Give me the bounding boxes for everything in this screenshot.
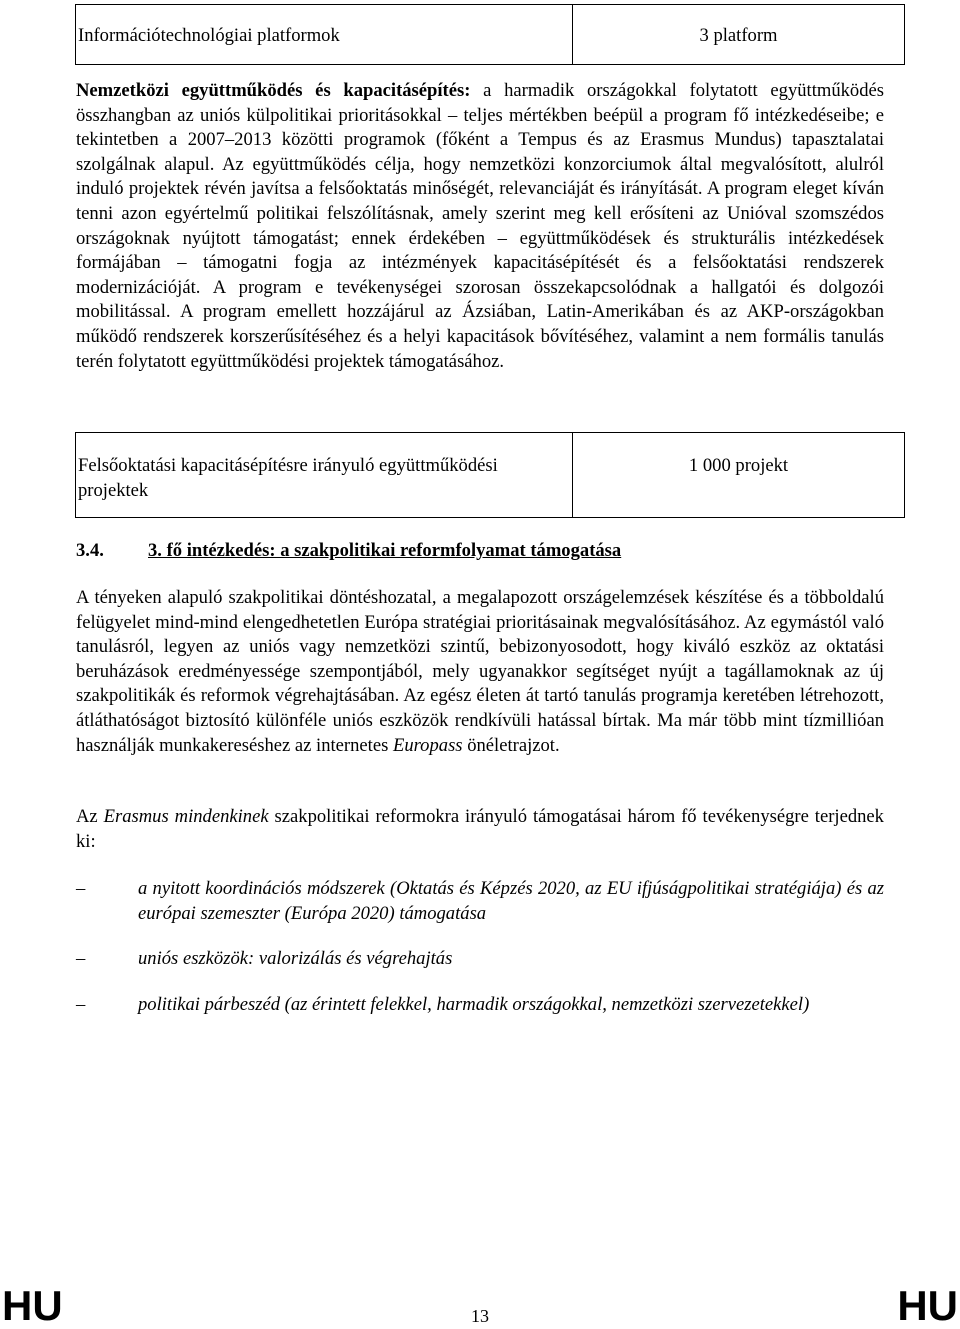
table-cell-value: 3 platform [699,25,778,47]
platform-table-row [75,4,905,65]
italic-term: Erasmus mindenkinek [103,806,269,827]
footer-language-right: HU [897,1282,958,1329]
paragraph-text: A tényeken alapuló szakpolitikai döntéshozatal, a megalapozott országelemzések készítése és a többoldalú felügyelet mind-mind elengedhetetlen Európa stratégiai prioritásainak megvalósításához. Az egymástól való tanulásról, legyen az uniós vagy nemzetközi szintű, bebizonyosodott, hogy kiváló eszköz az oktatási beruházások eredményessége szempontjából, mely ugyanakkor segítséget nyújt a tagállamoknak az új szakpolitikák és reformok végrehajtásában. Az egész életen át tartó tanulás programja keretében létrehozott, átláthatóságot biztosító különféle uniós eszközök rendkívüli hatással bírtak. Ma már több mint tízmillióan használják munkakereséshez az internetes [76,587,884,756]
section-number: 3.4. [76,540,104,561]
paragraph-policy-support [76,586,884,758]
page-number: 13 [471,1306,489,1326]
section-heading [76,539,884,564]
paragraph-text-end: szakpolitikai reformokra irányuló támogatásai három fő tevékenységre terjednek ki: [76,806,884,852]
list-item-text: politikai párbeszéd (az érintett felekkel, harmadik országokkal, nemzetközi szervezetekkel) [138,994,810,1015]
footer-language-left: HU [2,1282,63,1329]
table-cell-value: 1 000 projekt [688,455,789,476]
italic-term: Europass [392,734,463,756]
dash-bullet: – [76,878,86,899]
paragraph-text: a harmadik országokkal folytatott együttműködés összhangban az uniós külpolitikai prioritásokkal – teljes mértékben beépül a program fő intézkedéseibe; e tekintetben a 2007–2013 közötti programok (főként a Tempus és az Erasmus Mundus) tapasztalatai szolgálnak alapul. Az együttműködés célja, hogy nemzetközi konzorciumok által megvalósított, alulról induló projektek révén javítsa a felsőoktatás minőségét, relevanciáját és irányítását. A program eleget kíván tenni azon egyértelmű politikai felszólításnak, amely szerint meg kell erősíteni az Unióval szomszédos országoknak nyújtott támogatást; ennek érdekében – együttműködések és strukturális intézkedések formájában – támogatni fogja az intézmények kapacitásépítését és a felsőoktatási rendszerek modernizációját. A program e tevékenységei szorosan összekapcsolódnak a hallgatói és dolgozói mobilitással. A program emellett hozzájárul az Ázsiában, Latin-Amerikában és az AKP-országokban működő rendszerek korszerűsítéséhez és a helyi kapacitások bővítéséhez, valamint a nem formális tanulás terén folytatott együttműködési projektek támogatásához. [76,80,885,372]
bold-lead: Nemzetközi együttműködés és kapacitásépítés: [76,80,471,101]
list-item-text: uniós eszközök: valorizálás és végrehajtás [138,948,453,969]
paragraph-text-end: önéletrajzot. [462,734,560,756]
paragraph-text: Az [76,806,104,827]
dash-bullet: – [76,994,86,1015]
table-cell-label: Felsőoktatási kapacitásépítésre irányuló együttműködési projektek [76,433,573,517]
paragraph-international-cooperation [76,79,884,374]
table-cell-label: Információtechnológiai platformok [76,5,573,64]
section-title: 3. fő intézkedés: a szakpolitikai reformfolyamat támogatása [148,540,622,561]
dash-bullet: – [76,948,86,969]
list-item-text: a nyitott koordinációs módszerek (Oktatás és Képzés 2020, az EU ifjúságpolitikai stratégiája) és az európai szemeszter (Európa 2020) támogatása [138,878,884,924]
paragraph-erasmus-intro [76,805,884,854]
projects-table-row [75,432,905,518]
